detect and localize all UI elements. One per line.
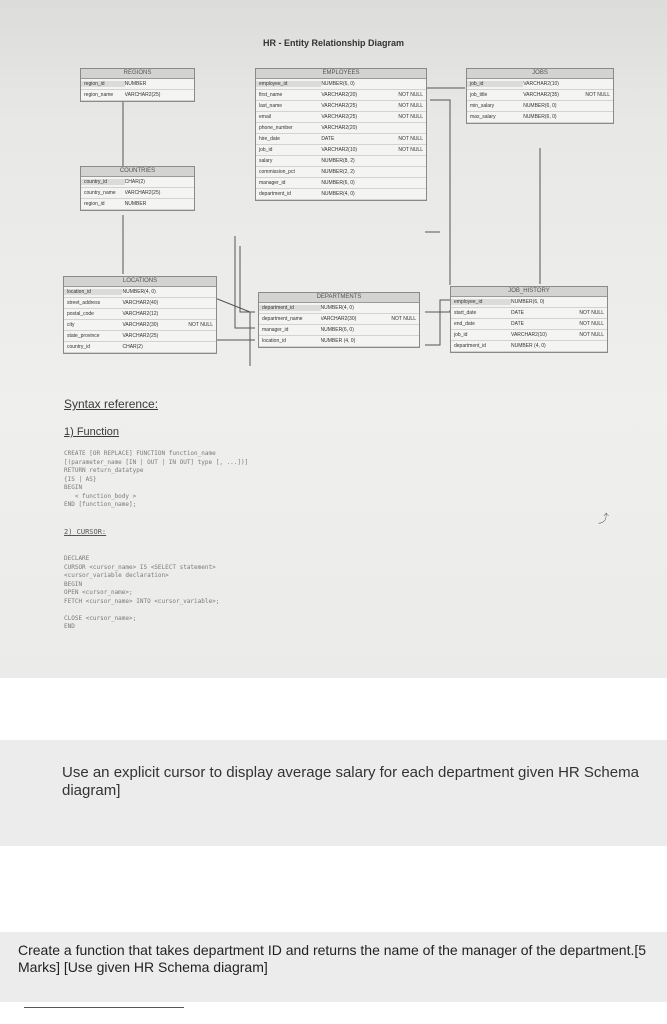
entity-column-row (256, 90, 426, 101)
column-name: manager_id (262, 327, 289, 333)
column-name: min_salary (470, 103, 495, 109)
entity-column-row (467, 79, 613, 90)
column-name: email (259, 114, 271, 120)
column-type: VARCHAR2(25) (124, 190, 161, 196)
entity-column-row (256, 189, 426, 200)
column-type: NUMBER(6, 0) (523, 114, 557, 120)
column-type: NUMBER (124, 201, 147, 207)
entity-column-row (81, 90, 194, 101)
entity-column-row (451, 308, 607, 319)
column-name: max_salary (470, 114, 496, 120)
entity-column-row (64, 320, 216, 331)
entity-column-row (256, 178, 426, 189)
entity-column-row (467, 101, 613, 112)
entity-countries (80, 166, 195, 211)
column-nullability: NOT NULL (585, 92, 610, 98)
column-nullability: NOT NULL (398, 103, 423, 109)
column-type: VARCHAR2(25) (122, 333, 159, 339)
column-type: VARCHAR2(40) (122, 300, 159, 306)
column-type: CHAR(2) (122, 344, 143, 350)
entity-column-row (259, 336, 419, 347)
column-name: department_id (259, 191, 291, 197)
entity-column-row (256, 79, 426, 90)
entity-column-row (81, 199, 194, 210)
entity-column-row (467, 90, 613, 101)
entity-name: DEPARTMENTS (259, 293, 419, 303)
entity-column-row (259, 314, 419, 325)
column-name: location_id (64, 289, 122, 295)
entity-column-row (259, 303, 419, 314)
entity-column-row (256, 167, 426, 178)
function-syntax-code: CREATE [OR REPLACE] FUNCTION function_name [(parameter_name [IN | OUT | IN OUT] type [, ...])] RETURN return_datatype {IS | AS} BEGIN < function_body > END [function_name]; (64, 450, 249, 508)
column-type: NUMBER(4, 0) (321, 191, 355, 197)
column-name: state_province (67, 333, 100, 339)
column-type: NUMBER(6, 0) (523, 103, 557, 109)
column-type: CHAR(2) (124, 179, 145, 185)
column-type: DATE (511, 310, 524, 316)
column-name: region_name (84, 92, 114, 98)
entity-column-row (451, 319, 607, 330)
column-nullability: NOT NULL (391, 316, 416, 322)
column-name: first_name (259, 92, 283, 98)
entity-column-row (467, 112, 613, 123)
column-nullability: NOT NULL (579, 332, 604, 338)
column-name: department_id (454, 343, 486, 349)
column-name: commission_pct (259, 169, 295, 175)
column-name: job_id (259, 147, 273, 153)
column-name: region_id (81, 81, 125, 87)
column-type: VARCHAR2(12) (122, 311, 159, 317)
entity-column-row (81, 79, 194, 90)
column-type: NUMBER (4, 0) (511, 343, 546, 349)
question-1-text: Use an explicit cursor to display average salary for each department given HR Schema diagram] (62, 764, 639, 799)
entity-column-row (451, 330, 607, 341)
column-type: NUMBER(6, 0) (321, 180, 355, 186)
column-type: VARCHAR2(10) (523, 81, 559, 87)
entity-name: EMPLOYEES (256, 69, 426, 79)
entity-column-row (259, 325, 419, 336)
column-type: NUMBER(8, 2) (321, 158, 355, 164)
entity-jobs (466, 68, 614, 124)
column-type: VARCHAR2(20) (321, 92, 358, 98)
entity-column-row (451, 341, 607, 352)
entity-column-row (256, 145, 426, 156)
column-type: NUMBER(4, 0) (122, 289, 156, 295)
column-name: department_name (262, 316, 303, 322)
entity-locations (63, 276, 217, 354)
column-name: salary (259, 158, 273, 164)
question-1-panel (0, 740, 667, 846)
entity-column-row (451, 297, 607, 308)
column-name: job_id (454, 332, 468, 338)
function-heading: 1) Function (64, 426, 120, 438)
entity-employees (255, 68, 427, 201)
column-name: location_id (262, 338, 286, 344)
entity-regions (80, 68, 195, 102)
column-name: department_id (259, 305, 321, 311)
column-nullability: NOT NULL (398, 147, 423, 153)
entity-column-row (256, 112, 426, 123)
column-type: VARCHAR2(30) (122, 322, 159, 328)
column-type: DATE (321, 136, 335, 142)
column-name: last_name (259, 103, 283, 109)
entity-column-row (64, 287, 216, 298)
column-name: country_id (67, 344, 91, 350)
column-name: job_title (470, 92, 488, 98)
syntax-reference-title: Syntax reference: (64, 397, 159, 411)
entity-column-row (64, 309, 216, 320)
column-nullability: NOT NULL (398, 92, 423, 98)
entity-name: REGIONS (81, 69, 194, 79)
column-nullability: NOT NULL (579, 321, 604, 327)
column-type: NUMBER (124, 81, 147, 87)
column-type: VARCHAR2(35) (523, 92, 559, 98)
column-name: end_date (454, 321, 475, 327)
column-name: region_id (84, 201, 105, 207)
column-type: VARCHAR2(25) (124, 92, 161, 98)
entity-column-row (64, 342, 216, 353)
mouse-pointer-icon: ⤴ (598, 513, 609, 525)
column-type: VARCHAR2(20) (321, 125, 358, 131)
column-nullability: NOT NULL (398, 136, 423, 142)
column-type: NUMBER(6, 0) (511, 299, 545, 305)
column-type: NUMBER(2, 2) (321, 169, 355, 175)
column-name: hire_date (259, 136, 280, 142)
column-name: city (67, 322, 75, 328)
entity-name: COUNTRIES (81, 167, 194, 177)
column-type: VARCHAR2(25) (321, 103, 358, 109)
entity-name: JOB_HISTORY (451, 287, 607, 297)
column-name: phone_number (259, 125, 293, 131)
answer-input-edge[interactable] (24, 1007, 184, 1008)
entity-column-row (256, 134, 426, 145)
column-type: VARCHAR2(10) (511, 332, 547, 338)
entity-column-row (64, 298, 216, 309)
column-type: NUMBER(6, 0) (321, 81, 355, 87)
entity-column-row (256, 156, 426, 167)
column-nullability: NOT NULL (188, 322, 213, 328)
entity-column-row (256, 101, 426, 112)
entity-name: LOCATIONS (64, 277, 216, 287)
question-2-panel (0, 932, 667, 1002)
question-2-text: Create a function that takes department ID and returns the name of the manager of the department.[5 Marks] [Use given HR Schema diagram] (18, 942, 647, 975)
diagram-title: HR - Entity Relationship Diagram (262, 38, 405, 48)
column-name: manager_id (259, 180, 286, 186)
column-name: start_date (454, 310, 477, 316)
column-name: postal_code (67, 311, 94, 317)
column-type: DATE (511, 321, 524, 327)
column-type: NUMBER(4, 0) (320, 305, 354, 311)
column-nullability: NOT NULL (398, 114, 423, 120)
entity-column-row (64, 331, 216, 342)
column-type: VARCHAR2(30) (320, 316, 357, 322)
column-type: NUMBER (4, 0) (320, 338, 356, 344)
entity-departments (258, 292, 420, 348)
cursor-syntax-code: DECLARE CURSOR <cursor_name> IS <SELECT statement> <cursor_variable declaration> BEGIN OPEN <cursor_name>; FETCH <cursor_name> INTO <cursor_variable>; CLOSE <cursor_name>; END (64, 555, 220, 630)
column-name: job_id (467, 81, 523, 87)
column-name: employee_id (256, 81, 321, 87)
entity-column-row (256, 123, 426, 134)
column-type: NUMBER(6, 0) (320, 327, 354, 333)
entity-job-history (450, 286, 608, 353)
entity-column-row (81, 188, 194, 199)
column-type: VARCHAR2(10) (321, 147, 358, 153)
column-name: country_id (81, 179, 125, 185)
column-name: street_address (67, 300, 101, 306)
entity-name: JOBS (467, 69, 613, 79)
cursor-heading: 2) CURSOR: (64, 528, 107, 536)
column-type: VARCHAR2(25) (321, 114, 358, 120)
column-name: country_name (84, 190, 116, 196)
column-nullability: NOT NULL (579, 310, 604, 316)
column-name: employee_id (451, 299, 511, 305)
entity-column-row (81, 177, 194, 188)
